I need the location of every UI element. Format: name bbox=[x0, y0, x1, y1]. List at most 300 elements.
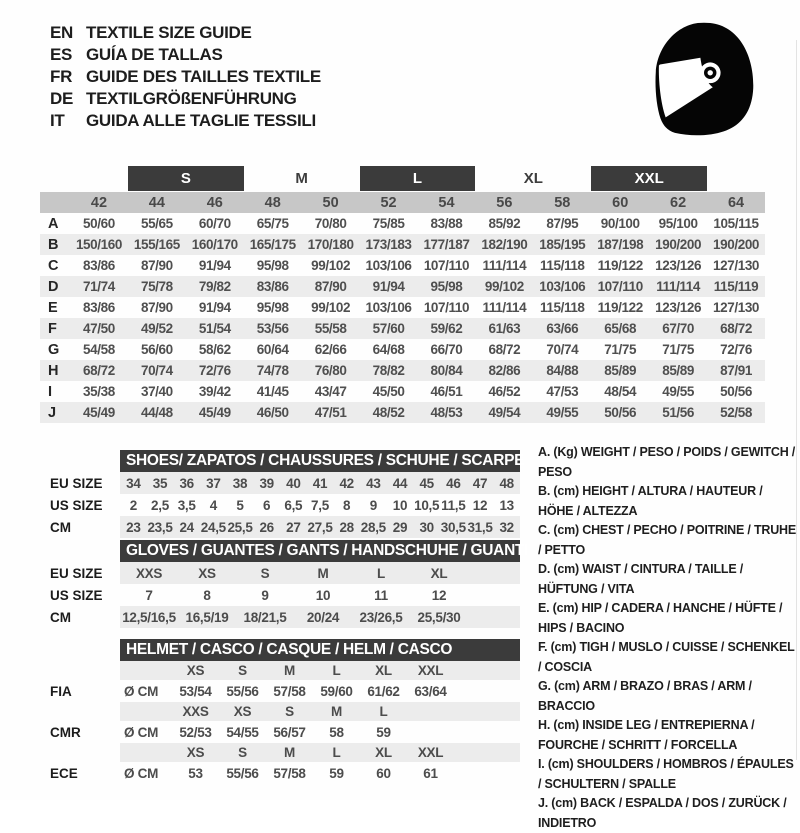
measurement-value: 83/86 bbox=[83, 300, 115, 315]
gloves-value: 12,5/16,5 bbox=[122, 609, 176, 625]
measurement-value: 95/98 bbox=[256, 258, 289, 273]
shoes-value: 32 bbox=[499, 519, 514, 535]
legend-item: G. (cm) ARM / BRAZO / BRAS / ARM / BRACCIO bbox=[538, 679, 752, 713]
measurement-value: 68/72 bbox=[720, 321, 752, 336]
measurement-row-d bbox=[40, 276, 765, 297]
shoes-value: 28,5 bbox=[360, 519, 386, 535]
measurement-value: 85/89 bbox=[604, 363, 637, 378]
shoes-value: 34 bbox=[126, 475, 141, 491]
shoes-value: 31,5 bbox=[467, 519, 493, 535]
shoes-value: 47 bbox=[472, 475, 488, 491]
shoes-value: 28 bbox=[339, 519, 354, 535]
measurement-value: 35/38 bbox=[83, 384, 115, 399]
shoes-value: 2 bbox=[129, 497, 137, 513]
shoes-value: 41 bbox=[312, 475, 328, 491]
gloves-value: 10 bbox=[315, 587, 331, 603]
language-code: ES bbox=[50, 45, 73, 64]
measurement-value: 155/165 bbox=[133, 237, 180, 252]
measurement-value: 84/88 bbox=[546, 363, 579, 378]
measurement-value: 87/91 bbox=[720, 363, 752, 378]
measurement-value: 50/56 bbox=[720, 384, 752, 399]
gloves-band bbox=[120, 606, 520, 628]
language-code: IT bbox=[50, 111, 65, 130]
gloves-value: M bbox=[317, 565, 329, 581]
measurement-value: 187/198 bbox=[597, 237, 644, 252]
measurement-value: 55/58 bbox=[314, 321, 347, 336]
legend-item: H. (cm) INSIDE LEG / ENTREPIERNA / FOURCHE / SCHRITT / FORCELLA bbox=[538, 718, 755, 752]
measurement-value: 45/50 bbox=[372, 384, 405, 399]
size-group-m: M bbox=[295, 170, 308, 187]
shoes-value: 24 bbox=[179, 519, 194, 535]
helmet-value: 60 bbox=[376, 765, 391, 781]
gloves-value: 9 bbox=[261, 587, 269, 603]
measurement-value: 76/80 bbox=[314, 363, 347, 378]
measurement-value: 190/200 bbox=[655, 237, 702, 252]
measurement-value: 80/84 bbox=[430, 363, 463, 378]
size-group-l: L bbox=[360, 166, 476, 191]
helmet-value: 54/55 bbox=[226, 724, 259, 740]
shoes-value: 25,5 bbox=[227, 519, 253, 535]
shoes-value: 27 bbox=[286, 519, 301, 535]
helmet-size-band bbox=[120, 661, 520, 680]
helmet-size-label: S bbox=[238, 745, 247, 760]
helmet-value-row-ece bbox=[40, 762, 522, 784]
helmet-size-label: L bbox=[332, 745, 341, 760]
legend-item: F. (cm) TIGH / MUSLO / CUISSE / SCHENKEL / COSCIA bbox=[538, 640, 795, 674]
measurement-row-e bbox=[40, 297, 765, 318]
measurement-value: 95/98 bbox=[430, 279, 463, 294]
measurement-row-j bbox=[40, 402, 765, 423]
shoes-value: 24,5 bbox=[200, 519, 226, 535]
shoes-band bbox=[120, 494, 520, 516]
measurement-value: 123/126 bbox=[655, 258, 702, 273]
helmet-unit-label: Ø CM bbox=[124, 724, 159, 740]
legend-item: D. (cm) WAIST / CINTURA / TAILLE / HÜFTUNG / VITA bbox=[538, 562, 743, 596]
shoes-table-title: SHOES/ ZAPATOS / CHAUSSURES / SCHUHE / SCARPE bbox=[120, 450, 520, 472]
guide-title: GUÍA DE TALLAS bbox=[86, 45, 223, 64]
language-row bbox=[50, 22, 321, 44]
shoes-row bbox=[40, 516, 522, 538]
gloves-value: 16,5/19 bbox=[185, 609, 229, 625]
textile-size-table bbox=[40, 166, 765, 423]
size-label: 58 bbox=[554, 194, 571, 211]
measurement-value: 74/78 bbox=[256, 363, 289, 378]
helmet-standard-label: CMR bbox=[50, 724, 81, 740]
helmet-value: 61 bbox=[423, 765, 438, 781]
helmet-size-label: S bbox=[285, 704, 294, 719]
measurement-value: 85/89 bbox=[662, 363, 695, 378]
helmet-table bbox=[40, 639, 522, 784]
size-label: 42 bbox=[90, 194, 108, 211]
helmet-value: 61/62 bbox=[367, 683, 400, 699]
measurement-value: 45/49 bbox=[83, 405, 115, 420]
size-label: 52 bbox=[380, 194, 397, 211]
helmet-value: 52/53 bbox=[179, 724, 212, 740]
measurement-value: 49/52 bbox=[140, 321, 173, 336]
gloves-band bbox=[120, 562, 520, 584]
measurement-row-label: J bbox=[48, 404, 57, 421]
helmet-size-row-spacer bbox=[40, 743, 120, 762]
helmet-unit-label: Ø CM bbox=[124, 683, 159, 699]
helmet-standard-label: ECE bbox=[50, 765, 78, 781]
size-label: 44 bbox=[148, 194, 165, 211]
measurement-value: 107/110 bbox=[597, 279, 643, 294]
guide-title: TEXTILGRÖßENFÜHRUNG bbox=[86, 89, 297, 108]
measurement-value: 50/56 bbox=[604, 405, 637, 420]
measurement-value: 87/90 bbox=[140, 258, 173, 273]
shoes-value: 10 bbox=[392, 497, 408, 513]
shoes-value: 5 bbox=[236, 497, 244, 513]
helmet-size-label: XL bbox=[375, 745, 392, 760]
measurement-value: 95/100 bbox=[658, 216, 698, 231]
measurement-value: 119/122 bbox=[597, 258, 643, 273]
measurement-value: 107/110 bbox=[423, 258, 470, 273]
measurement-value: 119/122 bbox=[597, 300, 643, 315]
gloves-row bbox=[40, 584, 522, 606]
helmet-table-title: HELMET / CASCO / CASQUE / HELM / CASCO bbox=[120, 639, 520, 661]
helmet-value-band bbox=[120, 762, 520, 784]
shoes-value: 30,5 bbox=[440, 519, 466, 535]
helmet-value: 53/54 bbox=[179, 683, 212, 699]
helmet-size-label: XS bbox=[186, 663, 205, 678]
size-label: 64 bbox=[727, 194, 745, 211]
measurement-value: 61/63 bbox=[488, 321, 521, 336]
helmet-size-label: S bbox=[238, 663, 247, 678]
shoes-value: 2,5 bbox=[151, 497, 169, 513]
measurement-value: 64/68 bbox=[372, 342, 405, 357]
measurement-value: 67/70 bbox=[662, 321, 695, 336]
measurement-row-label: D bbox=[48, 278, 59, 295]
measurement-value: 115/118 bbox=[540, 258, 585, 273]
measurement-value: 51/54 bbox=[198, 321, 231, 336]
measurement-value: 160/170 bbox=[191, 237, 238, 252]
measurement-value: 48/53 bbox=[430, 405, 463, 420]
accessory-tables bbox=[40, 450, 529, 784]
measurement-value: 49/55 bbox=[662, 384, 695, 399]
helmet-size-label: M bbox=[284, 745, 295, 760]
shoes-value: 6 bbox=[263, 497, 271, 513]
legend-item: I. (cm) SHOULDERS / HOMBROS / ÉPAULES / SCHULTERN / SPALLE bbox=[538, 757, 794, 791]
measurement-value: 99/102 bbox=[311, 258, 351, 273]
shoes-value: 3,5 bbox=[177, 497, 196, 513]
gloves-row-label: US SIZE bbox=[50, 587, 103, 603]
helmet-value: 53 bbox=[188, 765, 203, 781]
measurement-value: 49/55 bbox=[546, 405, 579, 420]
measurement-value: 70/74 bbox=[546, 342, 579, 357]
measurement-value: 127/130 bbox=[713, 300, 760, 315]
helmet-value-row-fia bbox=[40, 680, 522, 702]
measurement-value: 91/94 bbox=[372, 279, 405, 294]
gloves-row-label: CM bbox=[50, 609, 71, 625]
measurement-row-label: B bbox=[48, 236, 59, 253]
measurement-value: 59/62 bbox=[430, 321, 463, 336]
helmet-size-band bbox=[120, 702, 520, 721]
gloves-value: 8 bbox=[203, 587, 211, 603]
measurement-row-i bbox=[40, 381, 765, 402]
measurement-value: 99/102 bbox=[311, 300, 351, 315]
shoes-value: 42 bbox=[339, 475, 354, 491]
gloves-value: 23/26,5 bbox=[359, 609, 403, 625]
legend-item: B. (cm) HEIGHT / ALTURA / HAUTEUR / HÖHE / ALTEZZA bbox=[538, 484, 763, 518]
size-label: 54 bbox=[438, 194, 455, 211]
shoes-value: 6,5 bbox=[284, 497, 303, 513]
gloves-value: 25,5/30 bbox=[417, 609, 461, 625]
helmet-value: 63/64 bbox=[414, 683, 447, 699]
size-label: 62 bbox=[670, 194, 687, 211]
measurement-value: 46/51 bbox=[430, 384, 463, 399]
gloves-value: L bbox=[377, 565, 385, 581]
measurement-row-label: C bbox=[48, 257, 59, 274]
gloves-value: 12 bbox=[431, 587, 447, 603]
measurement-value: 68/72 bbox=[488, 342, 521, 357]
helmet-value: 55/56 bbox=[226, 683, 259, 699]
size-label: 56 bbox=[496, 194, 513, 211]
shoes-row bbox=[40, 472, 522, 494]
size-label: 60 bbox=[612, 194, 629, 211]
measurement-value: 111/114 bbox=[482, 300, 527, 315]
gloves-value: XS bbox=[198, 565, 216, 581]
gloves-band bbox=[120, 584, 520, 606]
gloves-value: XXS bbox=[135, 565, 163, 581]
helmet-size-band bbox=[120, 743, 520, 762]
gloves-value: 7 bbox=[145, 587, 153, 603]
gloves-value: S bbox=[260, 565, 270, 581]
measurement-row-label: A bbox=[48, 215, 59, 232]
measurement-value: 82/86 bbox=[488, 363, 521, 378]
shoes-row-label: EU SIZE bbox=[50, 475, 103, 491]
measurement-value: 71/75 bbox=[604, 342, 637, 357]
measurement-value: 39/42 bbox=[198, 384, 231, 399]
shoes-value: 46 bbox=[446, 475, 461, 491]
legend-item: J. (cm) BACK / ESPALDA / DOS / ZURÜCK / INDIETRO bbox=[538, 796, 787, 830]
gloves-value: 18/21,5 bbox=[243, 609, 287, 625]
measurement-value: 83/86 bbox=[83, 258, 115, 273]
helmet-size-row-fia bbox=[40, 661, 522, 680]
measurement-value: 115/119 bbox=[713, 279, 759, 294]
guide-title: GUIDE DES TAILLES TEXTILE bbox=[86, 67, 321, 86]
measurement-value: 185/195 bbox=[539, 237, 586, 252]
measurement-value: 53/56 bbox=[256, 321, 289, 336]
shoes-value: 37 bbox=[206, 475, 221, 491]
measurement-row-c bbox=[40, 255, 765, 276]
helmet-size-label: M bbox=[331, 704, 342, 719]
shoes-value: 13 bbox=[499, 497, 514, 513]
measurement-row-label: G bbox=[48, 341, 60, 358]
helmet-size-label: XXS bbox=[182, 704, 209, 719]
helmet-size-label: XS bbox=[233, 704, 252, 719]
size-label: 50 bbox=[322, 194, 339, 211]
language-title-list bbox=[50, 22, 321, 132]
measurement-value: 66/70 bbox=[430, 342, 463, 357]
shoes-row-label: US SIZE bbox=[50, 497, 103, 513]
measurement-value: 46/52 bbox=[488, 384, 521, 399]
size-group-xl: XL bbox=[523, 170, 543, 187]
helmet-size-label: XXL bbox=[417, 663, 444, 678]
legend-item: C. (cm) CHEST / PECHO / POITRINE / TRUHE / PETTO bbox=[538, 523, 796, 557]
helmet-value: 58 bbox=[329, 724, 344, 740]
measurement-value: 57/60 bbox=[372, 321, 405, 336]
measurement-value: 87/90 bbox=[140, 300, 173, 315]
helmet-size-row-ece bbox=[40, 743, 522, 762]
measurement-value: 50/60 bbox=[83, 216, 115, 231]
measurement-value: 87/90 bbox=[314, 279, 347, 294]
measurement-value: 182/190 bbox=[481, 237, 528, 252]
measurement-value: 46/50 bbox=[256, 405, 289, 420]
language-row bbox=[50, 44, 321, 66]
measurement-value: 173/183 bbox=[365, 237, 412, 252]
legend-item: A. (Kg) WEIGHT / PESO / POIDS / GEWITCH / PESO bbox=[538, 445, 796, 479]
helmet-size-label: XL bbox=[375, 663, 392, 678]
measurement-value: 51/56 bbox=[662, 405, 695, 420]
measurement-value: 56/60 bbox=[140, 342, 173, 357]
shoes-value: 10,5 bbox=[414, 497, 440, 513]
language-code: FR bbox=[50, 67, 73, 86]
shoes-band bbox=[120, 516, 520, 538]
shoes-value: 38 bbox=[232, 475, 248, 491]
helmet-size-label: XS bbox=[186, 745, 205, 760]
measurement-value: 115/118 bbox=[540, 300, 585, 315]
helmet-icon bbox=[652, 22, 756, 136]
measurement-value: 150/160 bbox=[75, 237, 122, 252]
helmet-size-row-cmr bbox=[40, 702, 522, 721]
measurement-value: 123/126 bbox=[655, 300, 702, 315]
measurement-value: 71/75 bbox=[662, 342, 695, 357]
helmet-size-label: M bbox=[284, 663, 295, 678]
shoes-value: 23,5 bbox=[147, 519, 173, 535]
size-group-header-row bbox=[40, 166, 765, 191]
helmet-value-row-cmr bbox=[40, 721, 522, 743]
measurement-value: 90/100 bbox=[600, 216, 640, 231]
measurement-value: 72/76 bbox=[720, 342, 752, 357]
shoes-value: 12 bbox=[472, 497, 488, 513]
measurement-value: 99/102 bbox=[484, 279, 524, 294]
measurement-value: 47/50 bbox=[83, 321, 115, 336]
measurement-value: 55/65 bbox=[140, 216, 173, 231]
measurement-row-h bbox=[40, 360, 765, 381]
measurement-row-b bbox=[40, 234, 765, 255]
guide-title: TEXTILE SIZE GUIDE bbox=[86, 23, 252, 42]
measurement-value: 52/58 bbox=[720, 405, 752, 420]
language-code: DE bbox=[50, 89, 74, 108]
size-number-row bbox=[40, 192, 765, 213]
helmet-size-row-spacer bbox=[40, 702, 120, 721]
measurement-value: 91/94 bbox=[198, 300, 231, 315]
gloves-rows bbox=[40, 562, 522, 628]
measurement-row-label: H bbox=[48, 362, 59, 379]
measurement-value: 49/54 bbox=[488, 405, 521, 420]
shoes-value: 26 bbox=[259, 519, 274, 535]
measurement-row-f bbox=[40, 318, 765, 339]
measurement-legend bbox=[538, 443, 798, 833]
measurement-value: 79/82 bbox=[198, 279, 231, 294]
language-row bbox=[50, 66, 321, 88]
helmet-value-band bbox=[120, 721, 520, 743]
measurement-value: 70/74 bbox=[140, 363, 173, 378]
measurement-row-g bbox=[40, 339, 765, 360]
helmet-size-label: L bbox=[332, 663, 341, 678]
measurement-row-a bbox=[40, 213, 765, 234]
measurement-value: 103/106 bbox=[365, 258, 412, 273]
measurement-value: 83/88 bbox=[430, 216, 463, 231]
measurement-value: 58/62 bbox=[198, 342, 231, 357]
measurement-value: 60/64 bbox=[256, 342, 289, 357]
helmet-unit-label: Ø CM bbox=[124, 765, 159, 781]
size-group-s: S bbox=[128, 166, 244, 191]
measurement-value: 45/49 bbox=[198, 405, 231, 420]
helmet-value: 59/60 bbox=[320, 683, 353, 699]
legend-item: E. (cm) HIP / CADERA / HANCHE / HÜFTE / HIPS / BACINO bbox=[538, 601, 783, 635]
shoes-value: 7,5 bbox=[311, 497, 329, 513]
helmet-standard-label: FIA bbox=[50, 683, 72, 699]
helmet-value: 55/56 bbox=[226, 765, 259, 781]
shoes-table bbox=[40, 450, 525, 538]
measurement-rows bbox=[40, 213, 765, 423]
helmet-value: 57/58 bbox=[273, 683, 306, 699]
shoes-row bbox=[40, 494, 522, 516]
shoes-value: 23 bbox=[126, 519, 141, 535]
language-row bbox=[50, 88, 321, 110]
gloves-row-label: EU SIZE bbox=[50, 565, 103, 581]
measurement-value: 54/58 bbox=[83, 342, 115, 357]
measurement-value: 48/52 bbox=[372, 405, 405, 420]
language-code: EN bbox=[50, 23, 74, 42]
measurement-value: 62/66 bbox=[314, 342, 347, 357]
size-group-xxl: XXL bbox=[591, 166, 707, 191]
gloves-value: 20/24 bbox=[306, 609, 340, 625]
measurement-value: 190/200 bbox=[713, 237, 760, 252]
measurement-value: 63/66 bbox=[546, 321, 579, 336]
measurement-value: 70/80 bbox=[314, 216, 347, 231]
measurement-row-label: E bbox=[48, 299, 58, 316]
helmet-value: 56/57 bbox=[273, 724, 306, 740]
measurement-value: 78/82 bbox=[372, 363, 405, 378]
measurement-value: 95/98 bbox=[256, 300, 289, 315]
shoes-value: 40 bbox=[286, 475, 301, 491]
measurement-value: 127/130 bbox=[713, 258, 760, 273]
shoes-value: 44 bbox=[392, 475, 408, 491]
language-row bbox=[50, 110, 321, 132]
helmet-size-label: L bbox=[379, 704, 388, 719]
shoes-value: 43 bbox=[366, 475, 381, 491]
measurement-value: 72/76 bbox=[198, 363, 231, 378]
measurement-value: 44/48 bbox=[140, 405, 173, 420]
measurement-value: 65/75 bbox=[256, 216, 289, 231]
shoes-value: 27,5 bbox=[307, 519, 333, 535]
measurement-value: 85/92 bbox=[488, 216, 521, 231]
shoes-row-label: CM bbox=[50, 519, 71, 535]
shoes-value: 36 bbox=[179, 475, 194, 491]
shoes-value: 9 bbox=[369, 497, 377, 513]
helmet-rows bbox=[40, 661, 522, 784]
guide-title: GUIDA ALLE TAGLIE TESSILI bbox=[86, 111, 316, 130]
shoes-value: 29 bbox=[392, 519, 408, 535]
measurement-value: 65/68 bbox=[604, 321, 637, 336]
shoes-value: 11,5 bbox=[441, 497, 466, 513]
helmet-value: 59 bbox=[376, 724, 391, 740]
measurement-row-label: F bbox=[48, 320, 57, 337]
measurement-value: 103/106 bbox=[365, 300, 412, 315]
measurement-value: 60/70 bbox=[198, 216, 231, 231]
shoes-value: 39 bbox=[259, 475, 274, 491]
shoes-value: 8 bbox=[343, 497, 351, 513]
measurement-row-label: I bbox=[48, 383, 53, 400]
size-label: 46 bbox=[206, 194, 223, 211]
measurement-value: 103/106 bbox=[539, 279, 586, 294]
helmet-value-band bbox=[120, 680, 520, 702]
helmet-size-label: XXL bbox=[417, 745, 444, 760]
gloves-row bbox=[40, 562, 522, 584]
measurement-value: 43/47 bbox=[314, 384, 347, 399]
